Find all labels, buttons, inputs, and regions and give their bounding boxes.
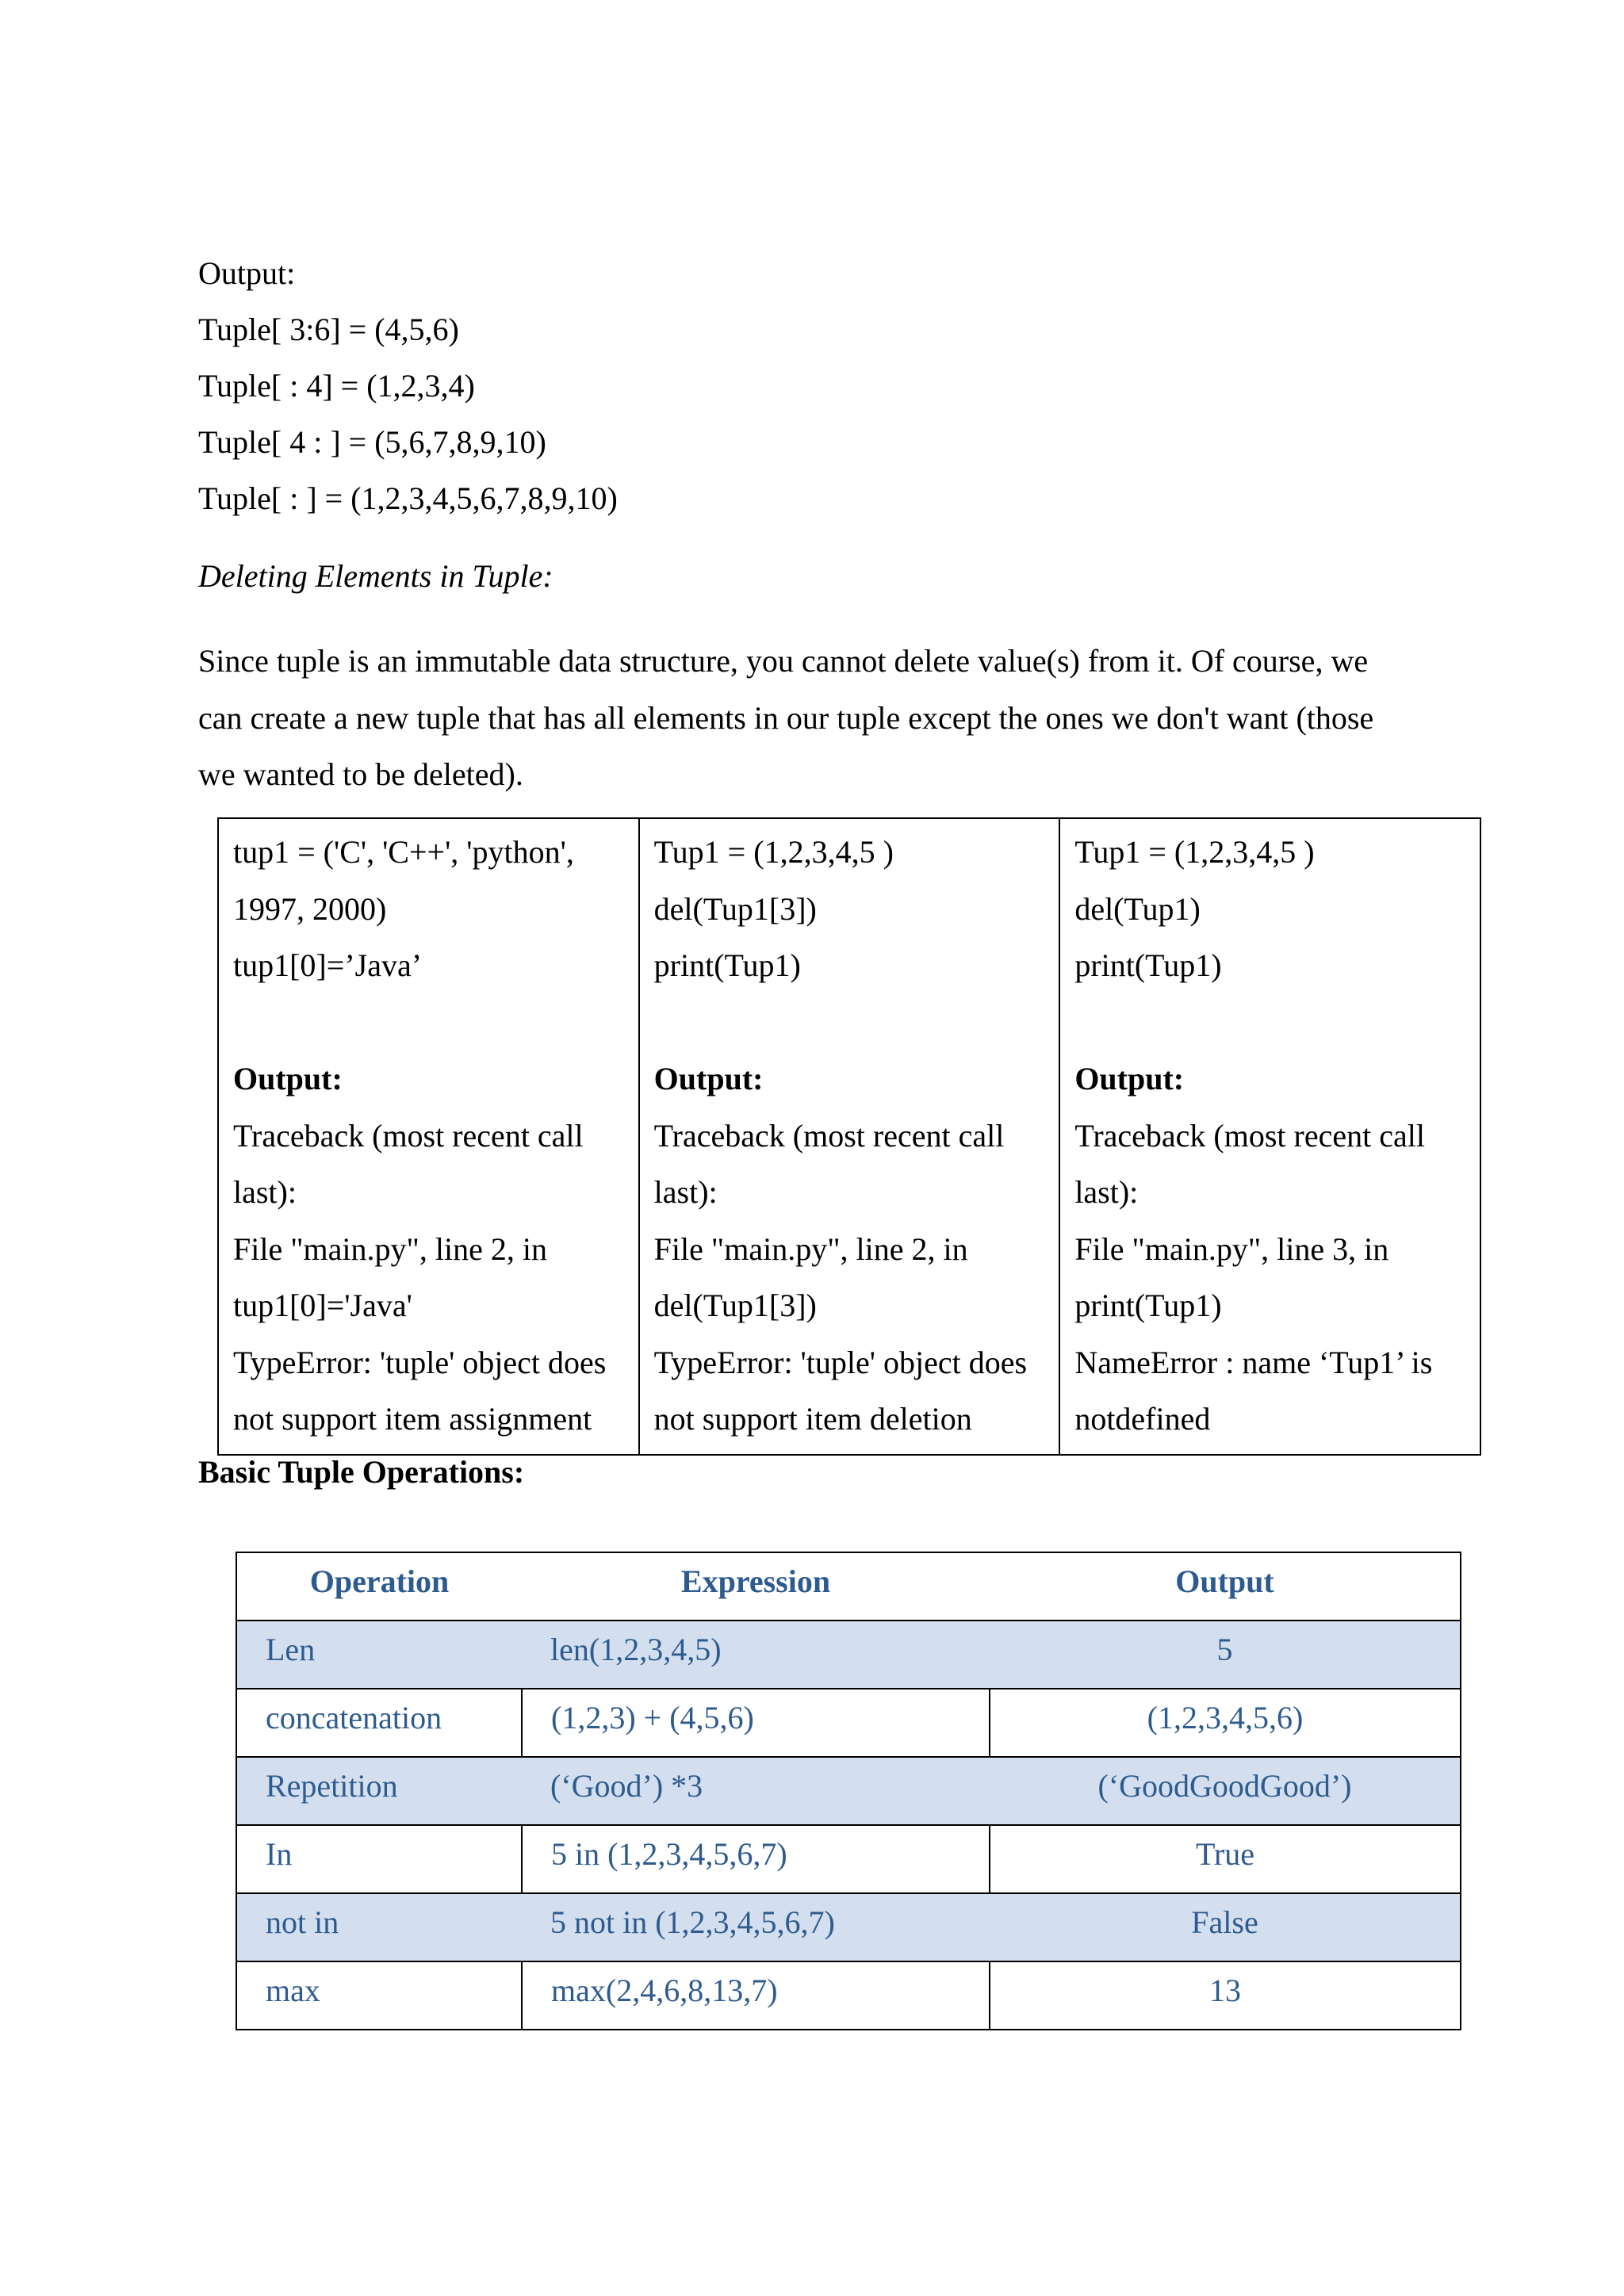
code-line: 1997, 2000) <box>233 890 387 927</box>
output-line-3: Tuple[ 4 : ] = (5,6,7,8,9,10) <box>198 424 546 460</box>
cell-expression: (‘Good’) *3 <box>522 1757 990 1825</box>
output-line: NameError : name ‘Tup1’ is <box>1074 1344 1433 1380</box>
cell-output: 5 <box>990 1621 1461 1689</box>
cell-operation: Repetition <box>236 1757 522 1825</box>
cell-operation: concatenation <box>236 1689 522 1757</box>
output-line: last): <box>233 1174 297 1210</box>
table-row <box>236 1961 1461 2030</box>
output-heading: Output: <box>1074 1061 1185 1096</box>
spacer <box>1074 994 1467 1051</box>
output-line-1: Tuple[ 3:6] = (4,5,6) <box>198 312 459 347</box>
cell-expression: 5 not in (1,2,3,4,5,6,7) <box>522 1893 990 1961</box>
code-line: Tup1 = (1,2,3,4,5 ) <box>653 834 894 870</box>
table-row <box>218 818 1480 1455</box>
table-row <box>236 1757 1461 1825</box>
basic-ops-heading: Basic Tuple Operations: <box>198 1454 525 1490</box>
output-line: File "main.py", line 2, in <box>653 1230 968 1267</box>
cell-expression: (1,2,3) + (4,5,6) <box>522 1689 990 1757</box>
cell-operation: Len <box>236 1621 522 1689</box>
output-line: Traceback (most recent call <box>1074 1117 1425 1154</box>
code-line: print(Tup1) <box>653 947 801 983</box>
code-line: tup1 = ('C', 'C++', 'python', <box>233 834 574 870</box>
header-output: Output <box>990 1552 1461 1621</box>
output-line: TypeError: 'tuple' object does <box>233 1344 607 1380</box>
output-line: del(Tup1[3]) <box>653 1288 817 1323</box>
output-line: not support item deletion <box>653 1401 972 1437</box>
cell-expression: len(1,2,3,4,5) <box>522 1621 990 1689</box>
paragraph-line-3: we wanted to be deleted). <box>198 756 523 792</box>
cell-operation: not in <box>236 1893 522 1961</box>
cell-output: False <box>990 1893 1461 1961</box>
code-line: del(Tup1) <box>1074 890 1201 927</box>
output-line: Traceback (most recent call <box>653 1117 1005 1154</box>
cell-output: 13 <box>990 1961 1461 2030</box>
output-heading: Output: <box>653 1061 764 1096</box>
output-line: not support item assignment <box>233 1401 592 1437</box>
header-expression: Expression <box>522 1552 990 1621</box>
table-row <box>236 1825 1461 1893</box>
cell-expression: 5 in (1,2,3,4,5,6,7) <box>522 1825 990 1893</box>
cell-operation: max <box>236 1961 522 2030</box>
deleting-heading: Deleting Elements in Tuple: <box>198 558 553 594</box>
output-line: Traceback (most recent call <box>233 1117 584 1154</box>
table-row <box>236 1621 1461 1689</box>
output-line: tup1[0]='Java' <box>233 1288 412 1323</box>
cell-expression: max(2,4,6,8,13,7) <box>522 1961 990 2030</box>
output-line: last): <box>653 1174 718 1210</box>
deleting-paragraph <box>198 633 1435 803</box>
spacer <box>654 994 1047 1051</box>
cell-output: True <box>990 1825 1461 1893</box>
example-cell-item-deletion <box>639 818 1060 1455</box>
output-line: TypeError: 'tuple' object does <box>653 1344 1028 1380</box>
output-line: File "main.py", line 2, in <box>233 1230 547 1267</box>
output-line: print(Tup1) <box>1074 1288 1222 1323</box>
output-line: last): <box>1074 1174 1139 1210</box>
cell-output: (‘GoodGoodGood’) <box>990 1757 1461 1825</box>
output-line-2: Tuple[ : 4] = (1,2,3,4) <box>198 368 475 404</box>
paragraph-line-2: can create a new tuple that has all elements in our tuple except the ones we don't want (those <box>198 699 1374 736</box>
basic-operations-table <box>236 1552 1461 2030</box>
code-line: tup1[0]=’Java’ <box>233 947 423 983</box>
output-label: Output: <box>198 255 296 291</box>
header-operation: Operation <box>236 1552 522 1621</box>
table-header-row <box>236 1552 1461 1621</box>
spacer <box>233 994 626 1051</box>
cell-output: (1,2,3,4,5,6) <box>990 1689 1461 1757</box>
example-cell-assignment <box>218 818 639 1455</box>
table-row <box>236 1689 1461 1757</box>
example-cell-tuple-deletion <box>1059 818 1480 1455</box>
output-line: notdefined <box>1074 1401 1211 1437</box>
output-line-4: Tuple[ : ] = (1,2,3,4,5,6,7,8,9,10) <box>198 480 618 516</box>
code-line: del(Tup1[3]) <box>653 890 817 927</box>
output-heading: Output: <box>233 1061 343 1096</box>
code-line: Tup1 = (1,2,3,4,5 ) <box>1074 834 1315 870</box>
cell-operation: In <box>236 1825 522 1893</box>
table-row <box>236 1893 1461 1961</box>
output-line: File "main.py", line 3, in <box>1074 1230 1389 1267</box>
code-line: print(Tup1) <box>1074 947 1222 983</box>
tuple-deletion-examples-table <box>217 817 1481 1456</box>
paragraph-line-1: Since tuple is an immutable data structure, you cannot delete value(s) from it. Of course, we <box>198 643 1369 679</box>
